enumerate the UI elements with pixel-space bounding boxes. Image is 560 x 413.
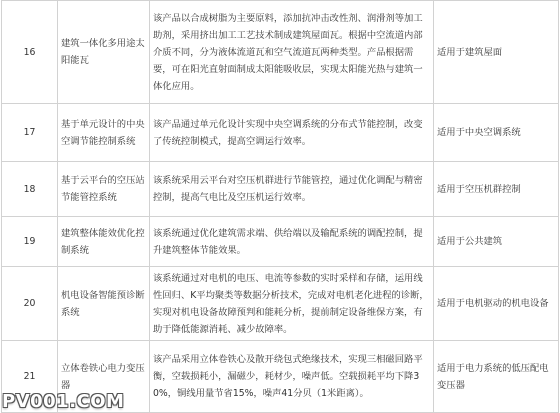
row-number: 20 xyxy=(2,267,58,341)
product-description: 该产品通过单元化设计实现中央空调系统的分布式节能控制，改变了传统控制模式，提高空调运行效率。 xyxy=(150,104,434,162)
product-name: 建筑一体化多用途太阳能瓦 xyxy=(58,1,150,104)
row-number: 21 xyxy=(2,341,58,413)
product-description: 该系统采用云平台对空压机群进行节能管控，通过优化调配与精密控制，提高气电比及空压机运行效率。 xyxy=(150,162,434,217)
product-description: 该系统通过优化建筑需求端、供给端以及输配系统的调配控制，提升建筑整体节能效果。 xyxy=(150,217,434,267)
application-scope: 适用于建筑屋面 xyxy=(434,1,559,104)
application-scope: 适用于公共建筑 xyxy=(434,217,559,267)
row-number: 16 xyxy=(2,1,58,104)
policy-table xyxy=(1,0,559,413)
application-scope: 适用于空压机群控制 xyxy=(434,162,559,217)
application-scope: 适用于中央空调系统 xyxy=(434,104,559,162)
row-number: 17 xyxy=(2,104,58,162)
application-scope: 适用于电机驱动的机电设备 xyxy=(434,267,559,341)
product-description: 该系统通过对电机的电压、电流等参数的实时采样和存储，运用线性回归、K平均聚类等数据分析技术，完成对电机老化进程的诊断，实现对机电设备故障预判和能耗分析，提前制定设备维保方案，有助于降低能源消耗、减少故障率。 xyxy=(150,267,434,341)
row-number: 19 xyxy=(2,217,58,267)
product-name: 机电设备智能预诊断系统 xyxy=(58,267,150,341)
row-number: 18 xyxy=(2,162,58,217)
product-name: 立体卷铁心电力变压器 xyxy=(58,341,150,413)
table-row xyxy=(2,1,559,104)
watermark-logo: PV001.COM xyxy=(2,391,125,412)
product-name: 基于单元设计的中央空调节能控制系统 xyxy=(58,104,150,162)
table-row xyxy=(2,267,559,341)
table-row xyxy=(2,162,559,217)
product-name: 建筑整体能效优化控制系统 xyxy=(58,217,150,267)
application-scope: 适用于电力系统的低压配电变压器 xyxy=(434,341,559,413)
table-row xyxy=(2,217,559,267)
table-row xyxy=(2,104,559,162)
product-name: 基于云平台的空压站节能管控系统 xyxy=(58,162,150,217)
product-description: 该产品采用立体卷铁心及散开绕包式绝缘技术，实现三相磁回路平衡，空载损耗小，漏磁少，耗材少，噪声低。空载损耗平均下降30%，铜线用量节省15%，噪声41分贝（1米距离）。 xyxy=(150,341,434,413)
product-description: 该产品以合成树脂为主要原料，添加抗冲击改性剂、润滑剂等加工助剂，采用挤出加工工艺技术制成建筑屋面瓦。根据中空流道内部介质不同，分为液体流道瓦和空气流道瓦两种类型。产品根据需要，可在阳光直射面制成太阳能吸收层，实现太阳能光热与建筑一体化应用。 xyxy=(150,1,434,104)
